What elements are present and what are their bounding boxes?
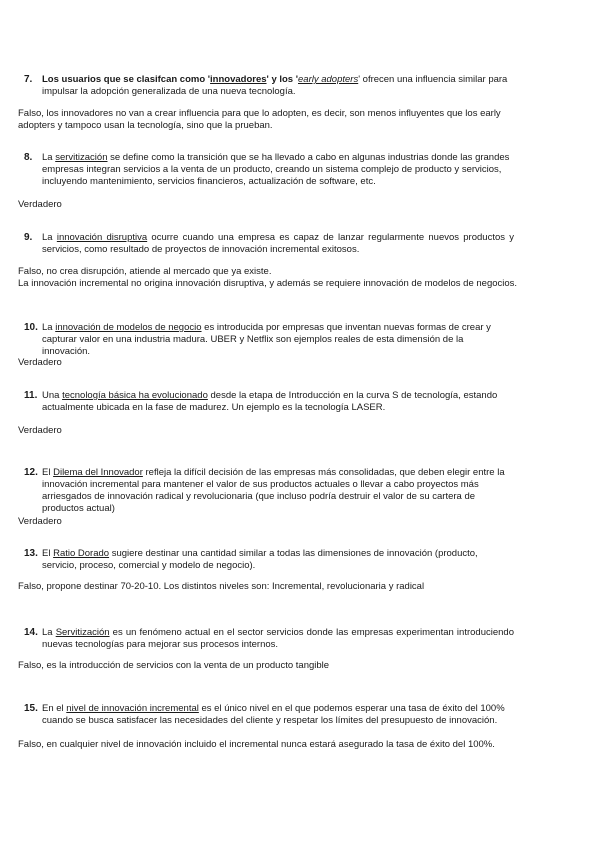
question-7 [24, 74, 514, 98]
answer-15: Falso, en cualquier nivel de innovación incluido el incremental nunca estará asegurado la tasa de éxito del 100%. [18, 739, 495, 750]
term-servitizacion: servitización [55, 152, 108, 163]
answer-12: Verdadero [18, 516, 62, 527]
answer-10: Verdadero [18, 357, 62, 368]
term-early-adopters: early adopters [298, 74, 359, 85]
question-11 [24, 390, 514, 414]
question-text: Una tecnología básica ha evolucionado desde la etapa de Introducción en la curva S de tecnología, estando actualmente ubicada en la fase de madurez. Un ejemplo es la tecnología LASER. [42, 390, 498, 413]
question-number: 13. [24, 548, 38, 559]
term-innovadores: innovadores [210, 74, 267, 85]
question-text: La innovación disruptiva ocurre cuando una empresa es capaz de lanzar regularmente nuevos productos y servicios, como resultado de proyectos de innovación incremental exitosos. [42, 232, 514, 255]
question-number: 7. [24, 74, 33, 85]
term-dilema-del-innovador: Dilema del Innovador [53, 467, 143, 478]
question-8 [24, 152, 514, 188]
question-number: 12. [24, 467, 38, 478]
question-9 [24, 232, 514, 256]
question-text: Los usuarios que se clasifcan como 'innovadores' y los 'early adopters' ofrecen una influencia similar para impulsar la adopción generalizada de una nueva tecnología. [42, 74, 508, 97]
term-ratio-dorado: Ratio Dorado [53, 548, 110, 559]
question-text: La innovación de modelos de negocio es introducida por empresas que inventan nuevas formas de crear y capturar valor en una industria madura. UBER y Netflix son ejemplos reales de esta dimensión de la innovación. [42, 322, 491, 357]
answer-9: Falso, no crea disrupción, atiende al mercado que ya existe. La innovación incremental no origina innovación disruptiva, y además se requiere innovación de modelos de negocios. [18, 266, 518, 289]
term-nivel-innovacion-incremental: nivel de innovación incremental [66, 703, 199, 714]
question-13 [24, 548, 514, 572]
question-10 [24, 322, 514, 358]
answer-14: Falso, es la introducción de servicios con la venta de un producto tangible [18, 660, 330, 671]
question-number: 9. [24, 232, 33, 243]
question-text: La servitización se define como la transición que se ha llevado a cabo en algunas industrias donde las grandes empresas integran servicios a la venta de un producto, creando un sistema complejo de producto y servicios, incluyendo mantenimiento, servicios financieros, actualización de software, etc. [42, 152, 510, 187]
question-text: La Servitización es un fenómeno actual en el sector servicios donde las empresas experimentan introduciendo nuevas tecnologías para mejorar sus procesos internos. [42, 627, 514, 650]
answer-11: Verdadero [18, 425, 62, 436]
term-innovacion-modelos-negocio: innovación de modelos de negocio [55, 322, 202, 333]
question-12 [24, 467, 514, 515]
question-number: 14. [24, 627, 38, 638]
question-text: En el nivel de innovación incremental es el único nivel en el que podemos esperar una tasa de éxito del 100% cuando se busca satisfacer las necesidades del cliente y respetar los límites del presupuesto de innovación. [42, 703, 505, 726]
term-tecnologia-basica: tecnología básica ha evolucionado [62, 390, 208, 401]
answer-7: Falso, los innovadores no van a crear influencia para que lo adopten, es decir, son menos influyentes que los early adopters y tampoco usan la tecnología, sino que la prueban. [18, 108, 501, 131]
question-number: 15. [24, 703, 38, 714]
question-14 [24, 627, 514, 651]
question-text: El Dilema del Innovador refleja la difícil decisión de las empresas más consolidadas, que deben elegir entre la innovación incremental para mantener el valor de sus productos actuales o llevar a cabo proyectos más arriesgados de innovación radical y revolucionaria (que incluso podría destruir el valor de su cartera de productos actual) [42, 467, 505, 514]
answer-13: Falso, propone destinar 70-20-10. Los distintos niveles son: Incremental, revolucionaria y radical [18, 581, 425, 592]
question-text: El Ratio Dorado sugiere destinar una cantidad similar a todas las dimensiones de innovación (producto, servicio, proceso, comercial y modelo de negocio). [42, 548, 478, 571]
term-servitizacion: Servitización [55, 627, 110, 638]
term-innovacion-disruptiva: innovación disruptiva [56, 232, 148, 243]
answer-8: Verdadero [18, 199, 62, 210]
question-number: 10. [24, 322, 38, 333]
question-number: 11. [24, 390, 38, 401]
question-number: 8. [24, 152, 33, 163]
question-15 [24, 703, 514, 727]
